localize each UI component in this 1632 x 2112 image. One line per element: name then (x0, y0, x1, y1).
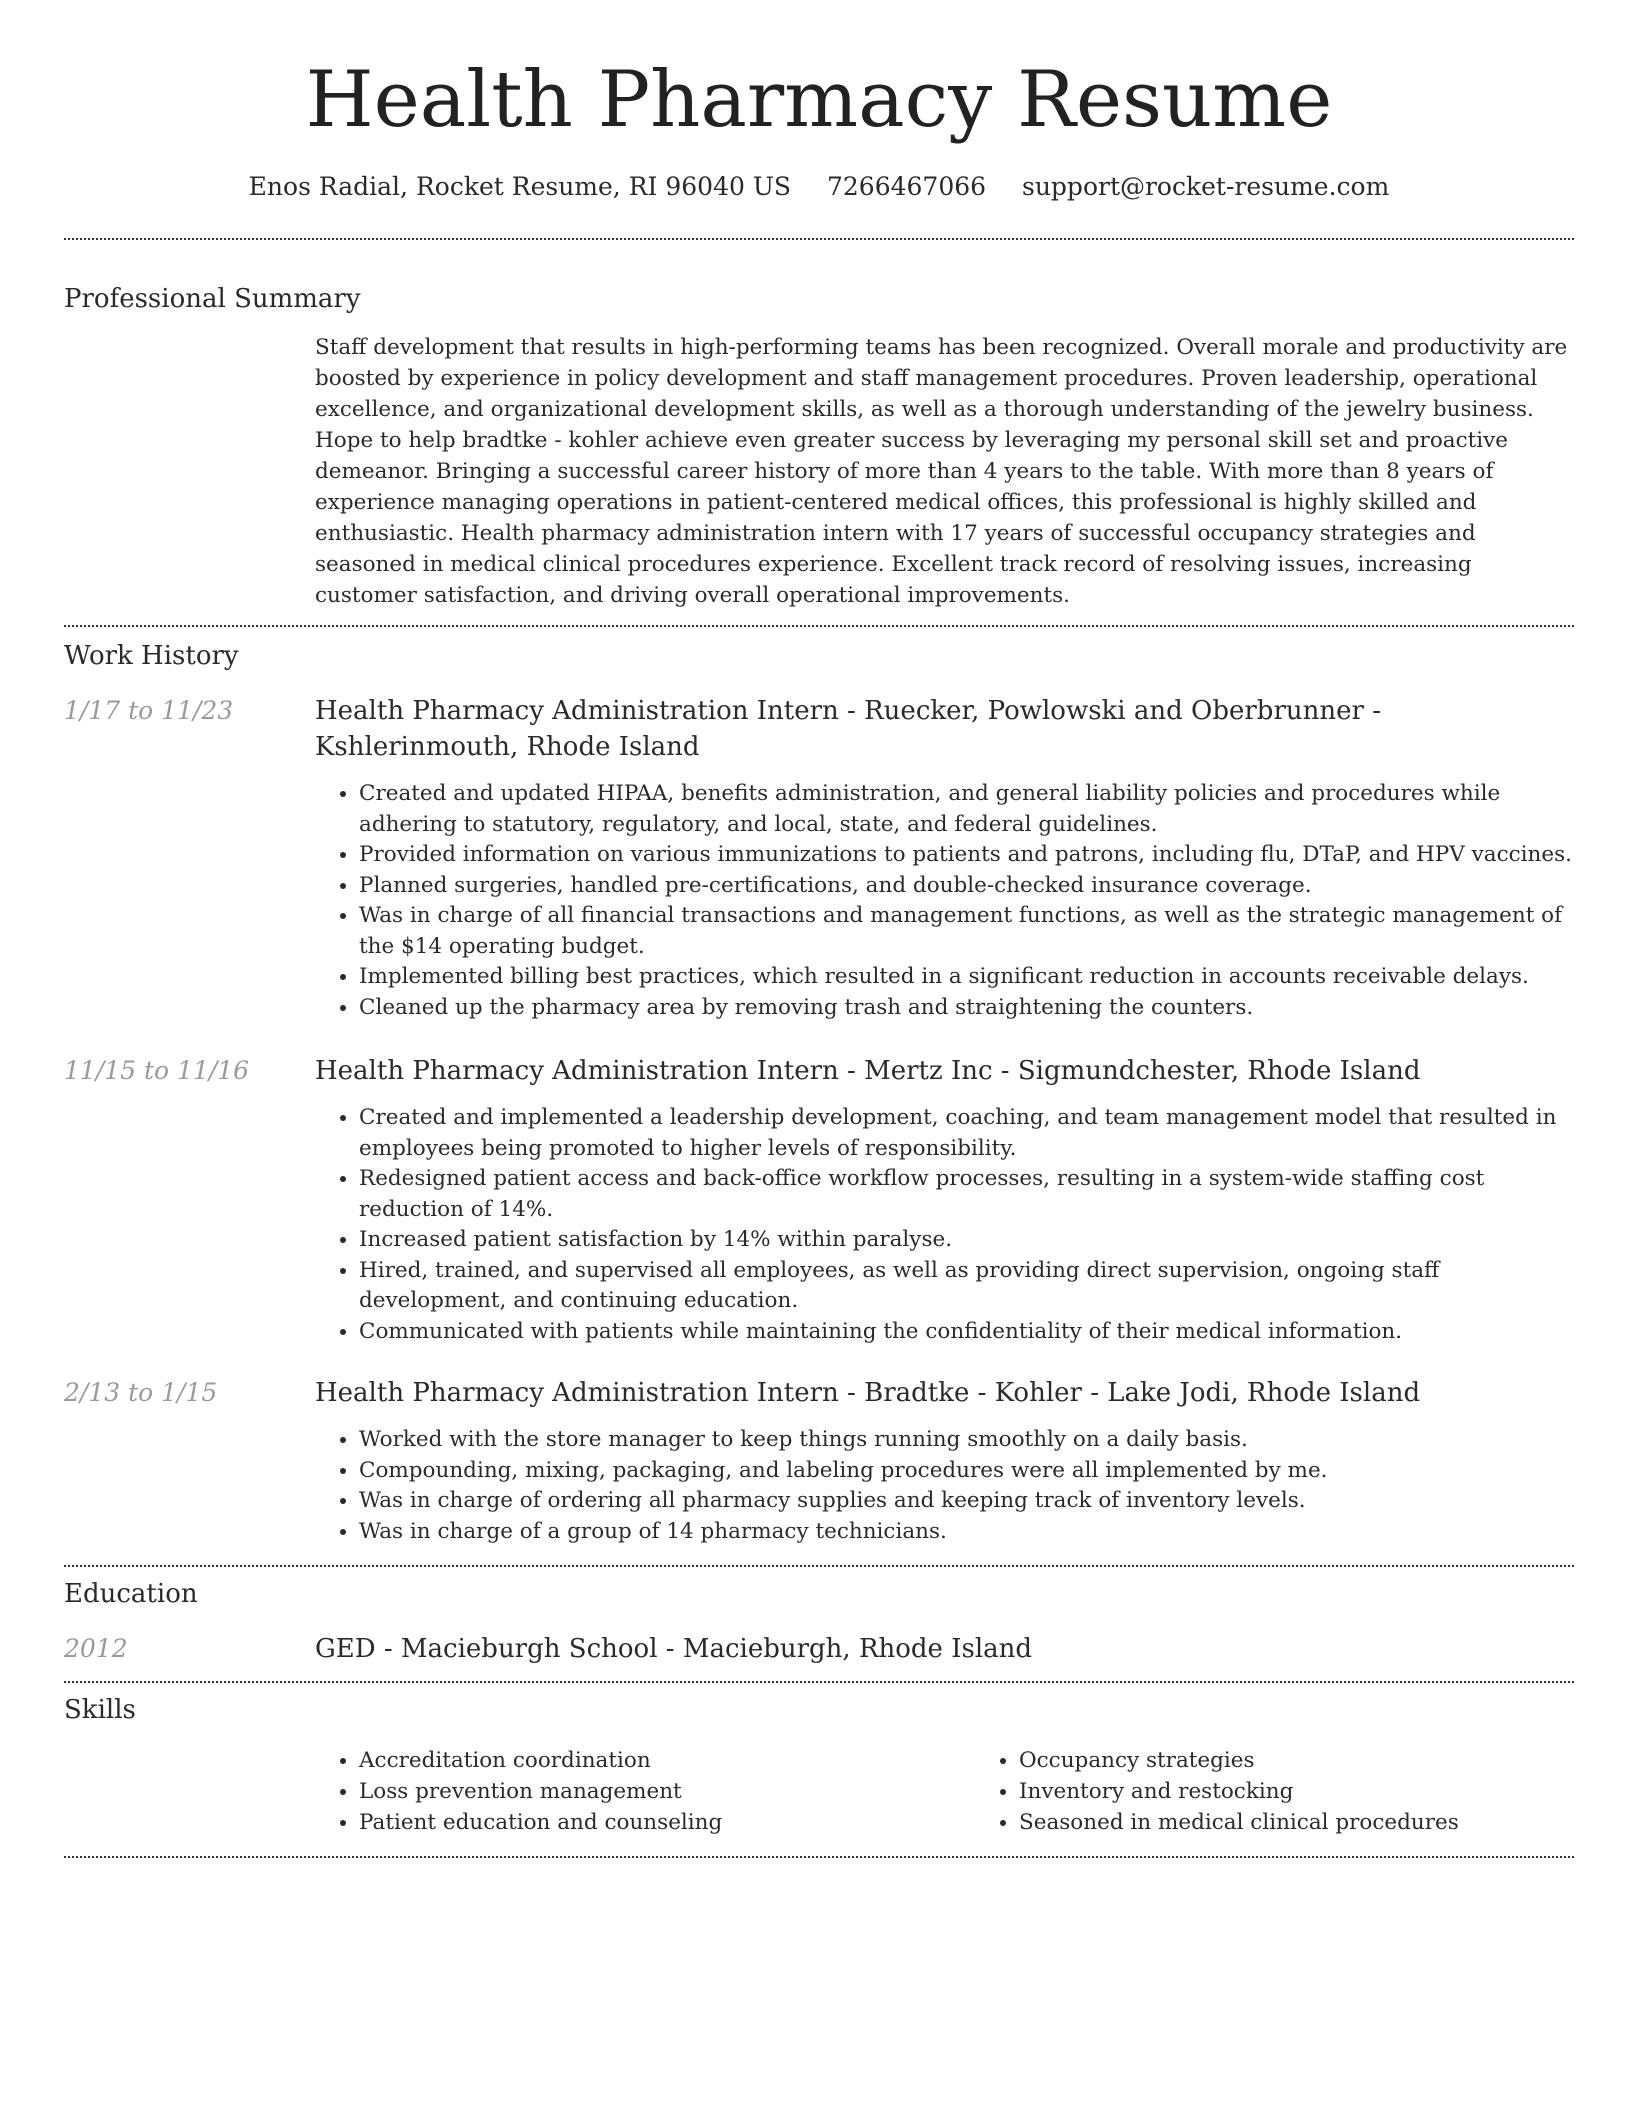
job-dates: 11/15 to 11/16 (64, 1056, 250, 1085)
list-item: • Worked with the store manager to keep things running smoothly on a daily basis. (359, 1425, 1574, 1456)
list-item: • Redesigned patient access and back-office workflow processes, resulting in a system-wide staffing cost reduction of 14%. (359, 1164, 1574, 1225)
job-title: Health Pharmacy Administration Intern - Bradtke - Kohler - Lake Jodi, Rhode Island (315, 1378, 1421, 1408)
skills-list-left (315, 1745, 975, 1838)
section-heading-skills: Skills (64, 1695, 136, 1725)
education-year: 2012 (64, 1634, 128, 1663)
page-title: Health Pharmacy Resume (305, 55, 1333, 145)
job-bullets (315, 1103, 1574, 1347)
list-item: • Increased patient satisfaction by 14% within paralyse. (359, 1225, 1574, 1256)
section-heading-work: Work History (64, 641, 239, 671)
list-item: • Was in charge of a group of 14 pharmacy technicians. (359, 1517, 1574, 1548)
list-item: • Was in charge of all financial transactions and management functions, as well as the strategic management of the $14 operating budget. (359, 901, 1574, 962)
list-item: • Occupancy strategies (1019, 1745, 1632, 1776)
list-item: • Created and updated HIPAA, benefits administration, and general liability policies and procedures while adhering to statutory, regulatory, and local, state, and federal guidelines. (359, 779, 1574, 840)
summary-section (64, 240, 1574, 611)
list-item: • Compounding, mixing, packaging, and labeling procedures were all implemented by me. (359, 1456, 1574, 1487)
education-section (64, 1567, 1574, 1667)
skills-section (64, 1683, 1574, 1838)
contact-phone: 7266467066 (826, 172, 987, 201)
job-bullets (315, 779, 1574, 1023)
job-entry (64, 1053, 1574, 1347)
resume-page (64, 0, 1574, 1858)
list-item: • Created and implemented a leadership development, coaching, and team management model that resulted in employees being promoted to higher levels of responsibility. (359, 1103, 1574, 1164)
contact-line (64, 170, 1574, 204)
job-entry (64, 693, 1574, 1023)
job-dates: 1/17 to 11/23 (64, 696, 234, 725)
list-item: • Inventory and restocking (1019, 1776, 1632, 1807)
work-section (64, 627, 1574, 1547)
job-title: Health Pharmacy Administration Intern - Mertz Inc - Sigmundchester, Rhode Island (315, 1056, 1421, 1086)
job-bullets (315, 1425, 1574, 1547)
contact-address: Enos Radial, Rocket Resume, RI 96040 US (248, 172, 792, 201)
list-item: • Communicated with patients while maintaining the confidentiality of their medical information. (359, 1317, 1574, 1348)
job-dates: 2/13 to 1/15 (64, 1378, 218, 1407)
job-entry (64, 1375, 1574, 1547)
list-item: • Planned surgeries, handled pre-certifications, and double-checked insurance coverage. (359, 871, 1574, 902)
education-entry (64, 1631, 1574, 1667)
summary-text: Staff development that results in high-performing teams has been recognized. Overall morale and productivity are boosted by experience in policy development and staff management procedures. Proven leadership, operational excellence, and organizational development skills, as well as a thorough understanding of the jewelry business. Hope to help bradtke - kohler achieve even greater success by leveraging my personal skill set and proactive demeanor. Bringing a successful career history of more than 4 years to the table. With more than 8 years of experience managing operations in patient-centered medical offices, this professional is highly skilled and enthusiastic. Health pharmacy administration intern with 17 years of successful occupancy strategies and seasoned in medical clinical procedures experience. Excellent track record of resolving issues, increasing customer satisfaction, and driving overall operational improvements. (315, 335, 1568, 608)
skills-columns (315, 1745, 1632, 1838)
list-item: • Cleaned up the pharmacy area by removing trash and straightening the counters. (359, 993, 1574, 1024)
list-item: • Provided information on various immunizations to patients and patrons, including flu, DTaP, and HPV vaccines. (359, 840, 1574, 871)
list-item: • Hired, trained, and supervised all employees, as well as providing direct supervision, ongoing staff development, and continuing education. (359, 1256, 1574, 1317)
list-item: • Loss prevention management (359, 1776, 975, 1807)
list-item: • Was in charge of ordering all pharmacy supplies and keeping track of inventory levels. (359, 1486, 1574, 1517)
contact-email: support@rocket-resume.com (1022, 172, 1390, 201)
list-item: • Implemented billing best practices, which resulted in a significant reduction in accounts receivable delays. (359, 962, 1574, 993)
job-title: Health Pharmacy Administration Intern - Ruecker, Powlowski and Oberbrunner - Kshlerinmouth, Rhode Island (315, 696, 1381, 762)
education-text: GED - Macieburgh School - Macieburgh, Rhode Island (315, 1634, 1033, 1664)
divider (64, 1856, 1574, 1858)
list-item: • Accreditation coordination (359, 1745, 975, 1776)
list-item: • Seasoned in medical clinical procedures (1019, 1807, 1632, 1838)
skills-list-right (975, 1745, 1632, 1838)
section-heading-education: Education (64, 1579, 198, 1609)
section-heading-summary: Professional Summary (64, 284, 361, 314)
list-item: • Patient education and counseling (359, 1807, 975, 1838)
